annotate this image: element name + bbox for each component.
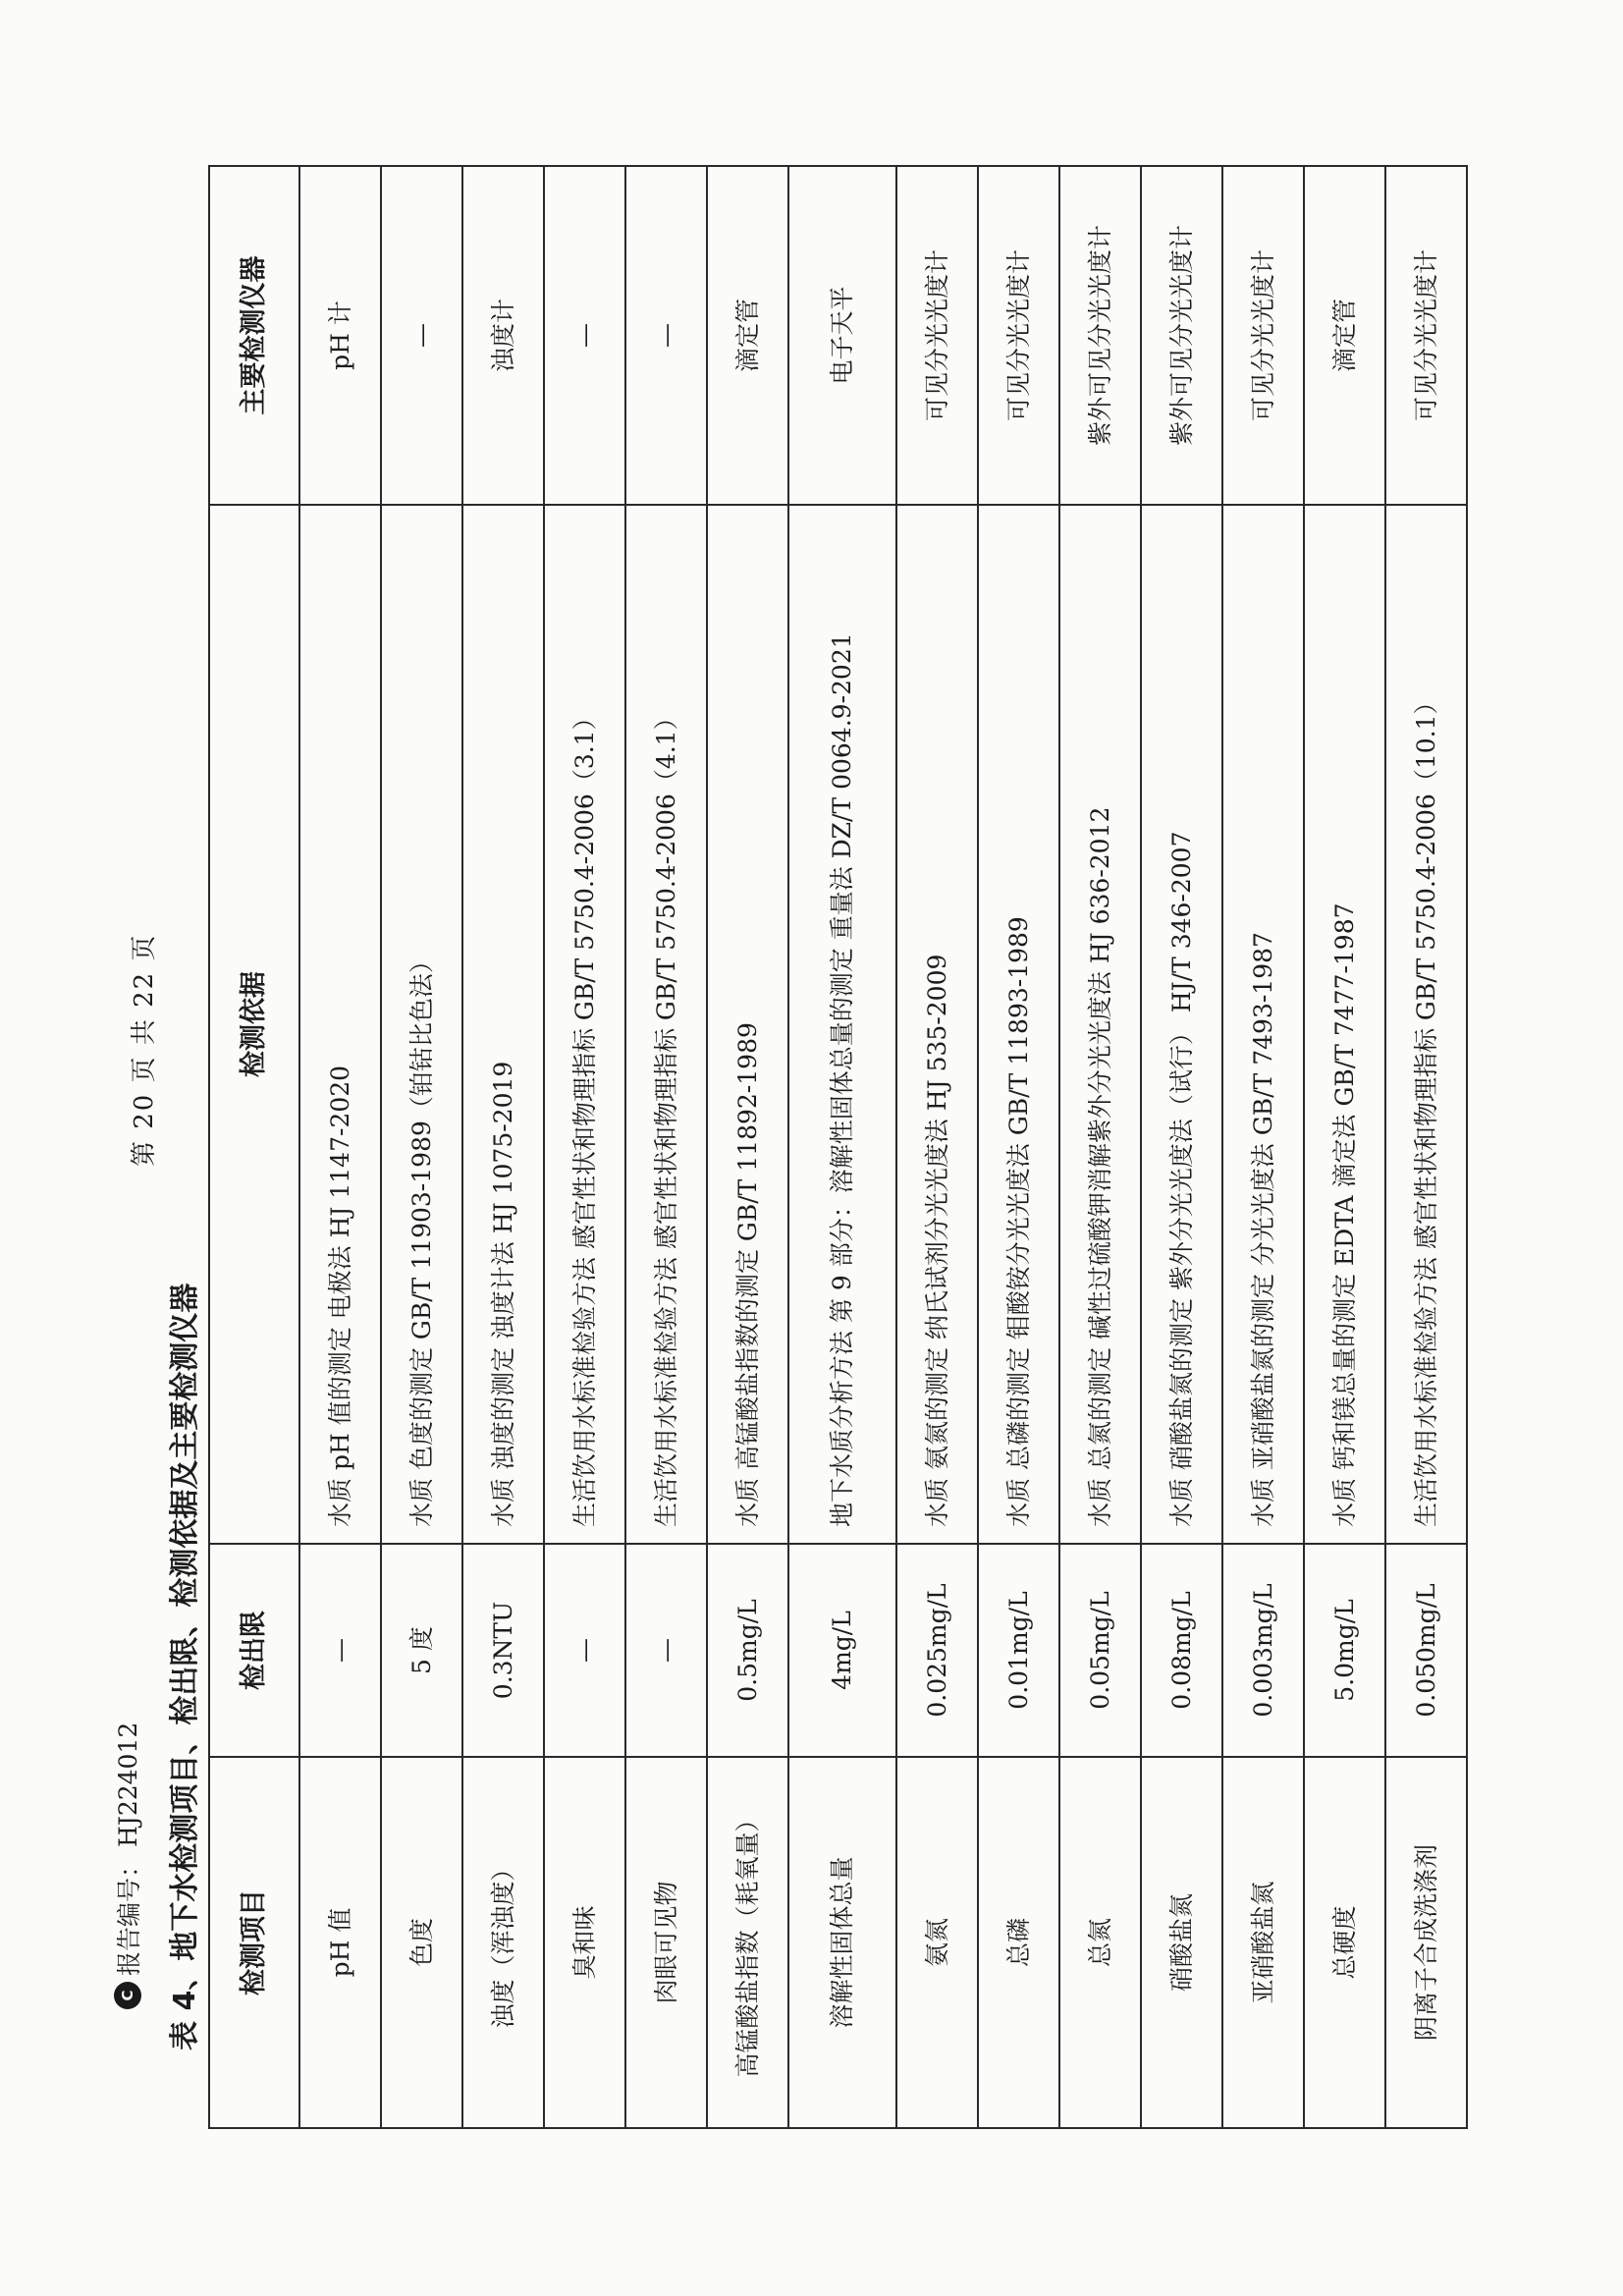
item-cell: 臭和味 [544,1757,625,2128]
table-row [1222,166,1304,2128]
basis-cell: 生活饮用水标准检验方法 感官性状和物理指标 GB/T 5750.4-2006（3.1） [544,505,625,1544]
limit-cell: 0.003mg/L [1222,1544,1304,1757]
report-number: HJ224012 [113,1722,142,1847]
basis-cell: 生活饮用水标准检验方法 感官性状和物理指标 GB/T 5750.4-2006（10.1） [1385,505,1467,1544]
detection-table [208,165,1468,2129]
instrument-cell: 可见分光光度计 [1385,166,1467,505]
basis-cell: 水质 色度的测定 GB/T 11903-1989（铂钴比色法） [381,505,462,1544]
item-cell: 阴离子合成洗涤剂 [1385,1757,1467,2128]
table-row [1385,166,1467,2128]
instrument-cell: 紫外可见分光光度计 [1059,166,1141,505]
instrument-cell: 电子天平 [788,166,896,505]
basis-cell: 水质 钙和镁总量的测定 EDTA 滴定法 GB/T 7477-1987 [1304,505,1385,1544]
item-cell: 浊度（浑浊度） [462,1757,544,2128]
table-row [707,166,788,2128]
table-header-row [209,166,299,2128]
column-header-limit: 检出限 [209,1544,299,1757]
item-cell: 亚硝酸盐氮 [1222,1757,1304,2128]
item-cell: 总氮 [1059,1757,1141,2128]
report-header [110,1722,145,2009]
limit-cell: 4mg/L [788,1544,896,1757]
report-number-prefix: 报告编号： [115,1852,143,1976]
basis-cell: 水质 pH 值的测定 电极法 HJ 1147-2020 [299,505,381,1544]
limit-cell: — [544,1544,625,1757]
basis-cell: 水质 浊度的测定 浊度计法 HJ 1075-2019 [462,505,544,1544]
company-logo-icon: C [114,1982,141,2009]
table-row [788,166,896,2128]
table-row [978,166,1059,2128]
table-row [1304,166,1385,2128]
limit-cell: 0.025mg/L [896,1544,978,1757]
limit-cell: 5 度 [381,1544,462,1757]
limit-cell: 0.3NTU [462,1544,544,1757]
instrument-cell: — [544,166,625,505]
column-header-basis: 检测依据 [209,505,299,1544]
limit-cell: — [299,1544,381,1757]
basis-cell: 水质 氨氮的测定 纳氏试剂分光光度法 HJ 535-2009 [896,505,978,1544]
instrument-cell: 可见分光光度计 [896,166,978,505]
table-row [381,166,462,2128]
table-row [896,166,978,2128]
instrument-cell: — [625,166,707,505]
instrument-cell: pH 计 [299,166,381,505]
table-title: 表 4、地下水检测项目、检出限、检测依据及主要检测仪器 [168,1283,202,2050]
item-cell: 色度 [381,1757,462,2128]
limit-cell: 0.05mg/L [1059,1544,1141,1757]
instrument-cell: 紫外可见分光光度计 [1141,166,1222,505]
column-header-instrument: 主要检测仪器 [209,166,299,505]
basis-cell: 水质 总磷的测定 钼酸铵分光光度法 GB/T 11893-1989 [978,505,1059,1544]
basis-cell: 水质 硝酸盐氮的测定 紫外分光光度法（试行） HJ/T 346-2007 [1141,505,1222,1544]
item-cell: 总硬度 [1304,1757,1385,2128]
item-cell: 硝酸盐氮 [1141,1757,1222,2128]
basis-cell: 水质 总氮的测定 碱性过硫酸钾消解紫外分光光度法 HJ 636-2012 [1059,505,1141,1544]
table-row [462,166,544,2128]
limit-cell: 5.0mg/L [1304,1544,1385,1757]
item-cell: 溶解性固体总量 [788,1757,896,2128]
limit-cell: — [625,1544,707,1757]
page-number: 第 20 页 共 22 页 [130,933,159,1167]
table-row [625,166,707,2128]
limit-cell: 0.050mg/L [1385,1544,1467,1757]
table-row [1059,166,1141,2128]
instrument-cell: 浊度计 [462,166,544,505]
basis-cell: 水质 亚硝酸盐氮的测定 分光光度法 GB/T 7493-1987 [1222,505,1304,1544]
instrument-cell: 滴定管 [707,166,788,505]
item-cell: 氨氮 [896,1757,978,2128]
table-row [1141,166,1222,2128]
instrument-cell: 可见分光光度计 [978,166,1059,505]
instrument-cell: 可见分光光度计 [1222,166,1304,505]
limit-cell: 0.5mg/L [707,1544,788,1757]
basis-cell: 生活饮用水标准检验方法 感官性状和物理指标 GB/T 5750.4-2006（4.1） [625,505,707,1544]
item-cell: 肉眼可见物 [625,1757,707,2128]
basis-cell: 地下水质分析方法 第 9 部分：溶解性固体总量的测定 重量法 DZ/T 0064.9-2021 [788,505,896,1544]
column-header-item: 检测项目 [209,1757,299,2128]
item-cell: 高锰酸盐指数（耗氧量） [707,1757,788,2128]
instrument-cell: — [381,166,462,505]
item-cell: 总磷 [978,1757,1059,2128]
item-cell: pH 值 [299,1757,381,2128]
instrument-cell: 滴定管 [1304,166,1385,505]
limit-cell: 0.08mg/L [1141,1544,1222,1757]
table-row [299,166,381,2128]
limit-cell: 0.01mg/L [978,1544,1059,1757]
table-row [544,166,625,2128]
basis-cell: 水质 高锰酸盐指数的测定 GB/T 11892-1989 [707,505,788,1544]
